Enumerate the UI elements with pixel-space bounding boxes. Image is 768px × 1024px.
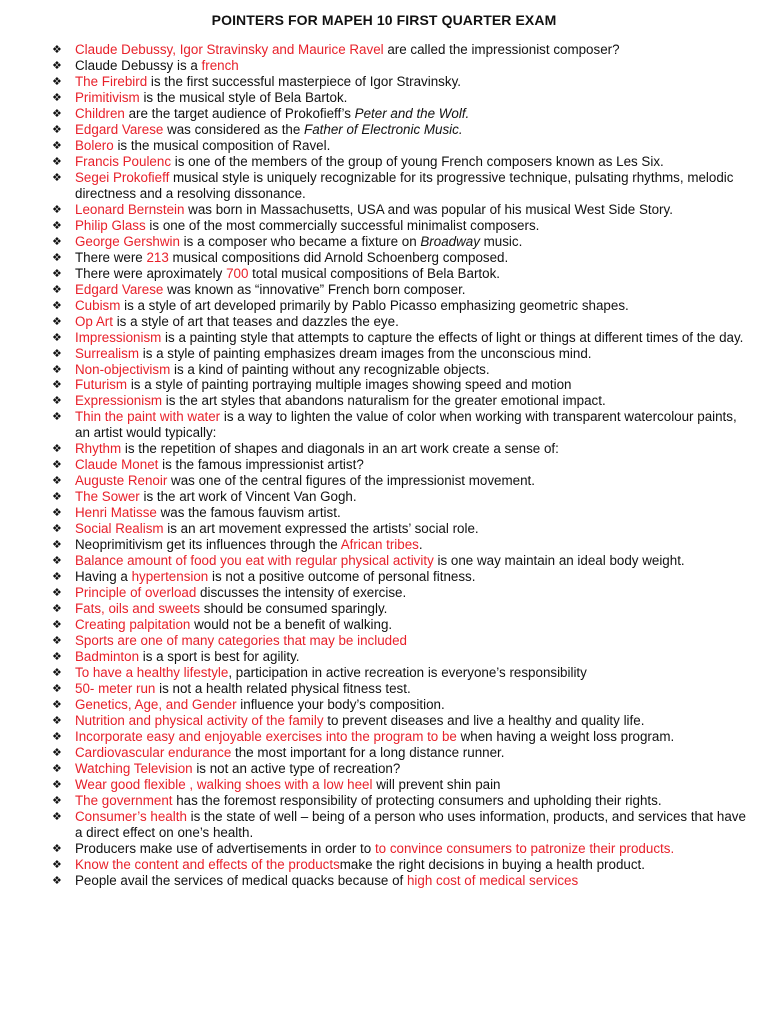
list-item xyxy=(52,697,752,713)
list-item xyxy=(52,569,752,585)
list-item xyxy=(52,90,752,106)
statement-text: is a kind of painting without any recognizable objects. xyxy=(170,361,490,377)
list-item xyxy=(52,330,752,346)
answer-text: Social Realism xyxy=(75,521,164,537)
list-item xyxy=(52,106,752,122)
answer-text: Watching Television xyxy=(75,760,193,776)
statement-text: is a painting style that attempts to capture the effects of light or things at different times of the day. xyxy=(161,329,744,345)
list-item xyxy=(52,377,752,393)
statement-text: was born in Massachusetts, USA and was popular of his musical West Side Story. xyxy=(184,201,673,217)
list-item xyxy=(52,729,752,745)
list-item xyxy=(52,314,752,330)
answer-text: Children xyxy=(75,105,125,121)
answer-text: Futurism xyxy=(75,377,128,393)
list-item xyxy=(52,873,752,889)
answer-text: Cardiovascular endurance xyxy=(75,744,232,760)
answer-text: Claude Debussy, Igor Stravinsky and Maurice Ravel xyxy=(75,42,384,57)
answer-text: Edgard Varese xyxy=(75,281,164,297)
statement-text: is a composer who became a fixture on xyxy=(179,233,421,249)
answer-text: Bolero xyxy=(75,137,114,153)
list-item xyxy=(52,42,752,58)
statement-text: Producers make use of advertisements in order to xyxy=(75,840,375,856)
list-item xyxy=(52,633,752,649)
statement-text: is the repetition of shapes and diagonals in an art work create a sense of: xyxy=(121,441,559,457)
answer-text: Henri Matisse xyxy=(75,505,157,521)
answer-text: Impressionism xyxy=(75,329,162,345)
list-item xyxy=(52,713,752,729)
list-item xyxy=(52,521,752,537)
statement-text: There were aproximately xyxy=(75,265,227,281)
list-item xyxy=(52,250,752,266)
answer-text: Nutrition and physical activity of the family xyxy=(75,712,324,728)
statement-text: has the foremost responsibility of protecting consumers and upholding their rights. xyxy=(172,792,662,808)
list-item xyxy=(52,441,752,457)
page-title: POINTERS FOR MAPEH 10 FIRST QUARTER EXAM xyxy=(211,12,557,28)
list-item xyxy=(52,234,752,250)
statement-text: Father of Electronic Music. xyxy=(304,121,463,137)
statement-text: is a style of painting emphasizes dream images from the unconscious mind. xyxy=(139,345,592,361)
statement-text: There were xyxy=(75,249,147,265)
statement-text: Broadway xyxy=(420,233,480,249)
list-item xyxy=(52,841,752,857)
list-item xyxy=(52,473,752,489)
list-item xyxy=(52,298,752,314)
answer-text: Creating palpitation xyxy=(75,617,191,633)
list-item xyxy=(52,681,752,697)
statement-text: influence your body’s composition. xyxy=(236,696,445,712)
list-item xyxy=(52,665,752,681)
list-item xyxy=(52,793,752,809)
statement-text: was one of the central figures of the impressionist movement. xyxy=(167,473,535,489)
list-item xyxy=(52,857,752,873)
list-item xyxy=(52,393,752,409)
statement-text: musical compositions did Arnold Schoenberg composed. xyxy=(168,249,509,265)
list-item xyxy=(52,266,752,282)
statement-text: would not be a benefit of walking. xyxy=(190,617,393,633)
answer-text: Principle of overload xyxy=(75,585,197,601)
statement-text: , participation in active recreation is everyone’s responsibility xyxy=(228,665,587,681)
list-item xyxy=(52,218,752,234)
answer-text: Rhythm xyxy=(75,441,122,457)
statement-text: is not a positive outcome of personal fitness. xyxy=(208,569,476,585)
statement-text: Having a xyxy=(75,569,132,585)
list-item xyxy=(52,649,752,665)
statement-text: is an art movement expressed the artists’ social role. xyxy=(163,521,479,537)
list-item xyxy=(52,601,752,617)
list-item xyxy=(52,138,752,154)
answer-text: high cost of medical services xyxy=(406,872,579,888)
statement-text: total musical compositions of Bela Bartok. xyxy=(248,265,500,281)
list-item xyxy=(52,777,752,793)
statement-text: is one of the members of the group of young French composers known as Les Six. xyxy=(171,153,664,169)
list-item xyxy=(52,74,752,90)
list-item xyxy=(52,362,752,378)
statement-text: to prevent diseases and live a healthy and quality life. xyxy=(323,712,645,728)
statement-text: is the state of well – being of a person who uses information, products, and services that have a direct effect on one’s health. xyxy=(75,808,746,840)
answer-text: Balance amount of food you eat with regular physical activity xyxy=(75,553,434,569)
statement-text: is the musical style of Bela Bartok. xyxy=(139,89,348,105)
statement-text: is a style of art developed primarily by Pablo Picasso emphasizing geometric shapes. xyxy=(120,297,629,313)
statement-text: when having a weight loss program. xyxy=(456,728,675,744)
list-item xyxy=(52,489,752,505)
answer-text: Cubism xyxy=(75,297,121,313)
answer-text: To have a healthy lifestyle xyxy=(75,665,229,681)
answer-text: Sports are one of many categories that may be included xyxy=(75,633,407,649)
answer-text: Badminton xyxy=(75,649,140,665)
answer-text: Non-objectivism xyxy=(75,361,171,377)
list-item xyxy=(52,282,752,298)
statement-text: musical style is uniquely recognizable for its progressive technique, pulsating rhythms, melodic directness and a resolving dissonance. xyxy=(75,169,734,201)
list-item xyxy=(52,761,752,777)
answer-text: 50- meter run xyxy=(75,681,156,696)
statement-text: will prevent shin pain xyxy=(372,776,501,792)
list-item xyxy=(52,122,752,138)
statement-text: was considered as the xyxy=(163,121,305,137)
statement-text: is a style of art that teases and dazzles the eye. xyxy=(112,313,399,329)
statement-text: Claude Debussy is a xyxy=(75,57,202,73)
statement-text: is a sport is best for agility. xyxy=(139,649,300,665)
statement-text: is the famous impressionist artist? xyxy=(158,457,364,473)
statement-text: Peter and the Wolf. xyxy=(354,105,470,121)
answer-text: Claude Monet xyxy=(75,457,159,473)
answer-text: Auguste Renoir xyxy=(75,473,168,489)
statement-text: . xyxy=(418,537,423,553)
answer-text: Consumer’s health xyxy=(75,808,187,824)
list-item xyxy=(52,537,752,553)
list-item xyxy=(52,202,752,218)
statement-text: is a way to lighten the value of color when working with transparent watercolour paints, an artist would typically: xyxy=(75,409,737,441)
answer-text: Philip Glass xyxy=(75,217,146,233)
statement-text: music. xyxy=(479,233,523,249)
statement-text: make the right decisions in buying a health product. xyxy=(339,856,645,872)
list-item xyxy=(52,154,752,170)
statement-text: is the first successful masterpiece of Igor Stravinsky. xyxy=(147,73,461,89)
answer-text: Surrealism xyxy=(75,345,139,361)
list-item xyxy=(52,346,752,362)
statement-text: is not a health related physical fitness test. xyxy=(155,681,411,696)
statement-text: was the famous fauvism artist. xyxy=(156,505,341,521)
statement-text: is the musical composition of Ravel. xyxy=(113,137,331,153)
answer-text: french xyxy=(201,57,239,73)
answer-text: George Gershwin xyxy=(75,233,180,249)
list-item xyxy=(52,409,752,441)
statement-text: is a style of painting portraying multiple images showing speed and motion xyxy=(127,377,572,393)
list-item xyxy=(52,505,752,521)
statement-text: is the art styles that abandons naturalism for the greater emotional impact. xyxy=(162,393,606,409)
answer-text: 700 xyxy=(226,265,249,281)
statement-text: are the target audience of Prokofieff’s xyxy=(124,105,355,121)
answer-text: Leonard Bernstein xyxy=(75,201,185,217)
statement-text: was known as “innovative” French born composer. xyxy=(163,281,466,297)
answer-text: to convince consumers to patronize their products. xyxy=(374,840,675,856)
list-item xyxy=(52,585,752,601)
statement-text: is one way maintain an ideal body weight. xyxy=(433,553,685,569)
list-item xyxy=(52,809,752,841)
statement-text: is the art work of Vincent Van Gogh. xyxy=(139,489,357,505)
pointer-list xyxy=(52,42,752,889)
statement-text: Neoprimitivism get its influences through the xyxy=(75,537,341,553)
answer-text: Genetics, Age, and Gender xyxy=(75,696,237,712)
list-item xyxy=(52,745,752,761)
statement-text: the most important for a long distance runner. xyxy=(231,744,505,760)
answer-text: Thin the paint with water xyxy=(75,409,221,425)
answer-text: Fats, oils and sweets xyxy=(75,601,201,617)
answer-text: African tribes xyxy=(340,537,419,553)
answer-text: Francis Poulenc xyxy=(75,153,172,169)
statement-text: should be consumed sparingly. xyxy=(200,601,388,617)
list-item xyxy=(52,170,752,202)
answer-text: The Firebird xyxy=(75,73,148,89)
answer-text: Wear good flexible , walking shoes with a low heel xyxy=(75,776,373,792)
answer-text: Incorporate easy and enjoyable exercises into the program to be xyxy=(75,728,457,744)
statement-text: People avail the services of medical quacks because of xyxy=(75,872,407,888)
statement-text: are called the impressionist composer? xyxy=(383,42,620,57)
answer-text: Op Art xyxy=(75,313,113,329)
answer-text: hypertension xyxy=(131,569,209,585)
statement-text: is not an active type of recreation? xyxy=(192,760,401,776)
answer-text: 213 xyxy=(146,249,169,265)
answer-text: Edgard Varese xyxy=(75,121,164,137)
list-item xyxy=(52,553,752,569)
answer-text: The government xyxy=(75,792,173,808)
answer-text: The Sower xyxy=(75,489,140,505)
statement-text: is one of the most commercially successful minimalist composers. xyxy=(145,217,540,233)
answer-text: Primitivism xyxy=(75,89,140,105)
statement-text: discusses the intensity of exercise. xyxy=(196,585,407,601)
answer-text: Expressionism xyxy=(75,393,163,409)
list-item xyxy=(52,457,752,473)
list-item xyxy=(52,617,752,633)
answer-text: Segei Prokofieff xyxy=(75,169,170,185)
list-item xyxy=(52,58,752,74)
answer-text: Know the content and effects of the products xyxy=(75,856,340,872)
